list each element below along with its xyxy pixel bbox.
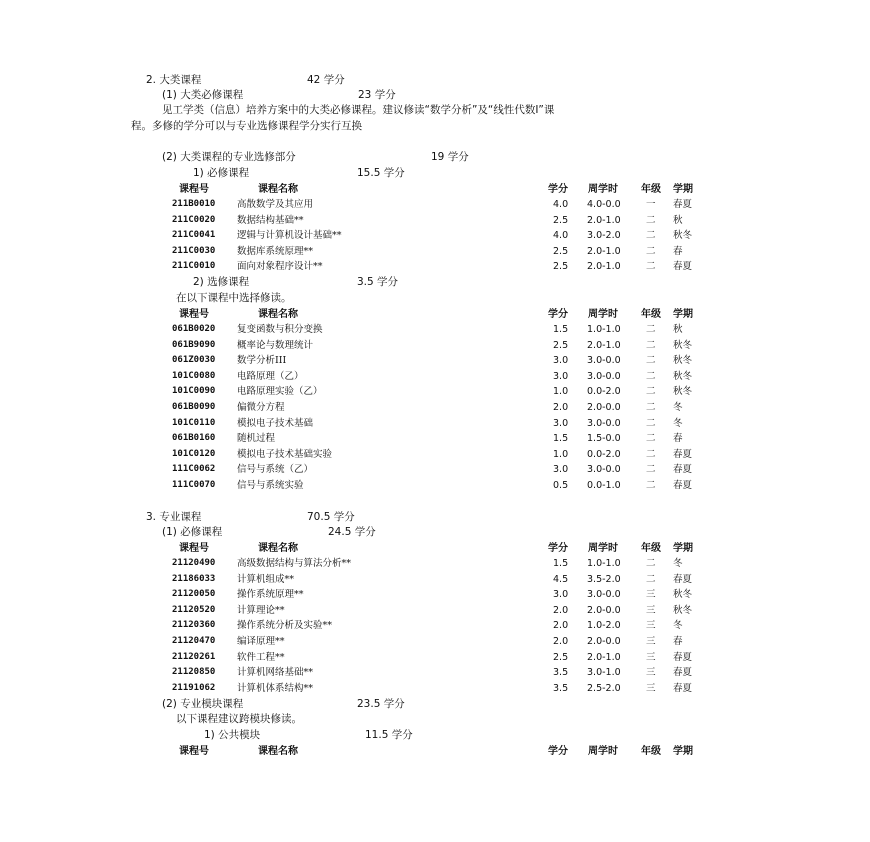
cell-credit: 4.5	[553, 573, 569, 585]
cell-code: 061B0090	[172, 402, 216, 412]
s3-required-credits: 24.5 学分	[328, 526, 376, 538]
cell-term: 春	[673, 245, 683, 257]
cell-code: 21186033	[172, 573, 216, 584]
col-credit: 学分	[548, 309, 568, 320]
cell-credit: 3.5	[553, 667, 569, 679]
cell-name: 偏微分方程	[237, 402, 285, 413]
cell-term: 冬	[673, 402, 683, 413]
cell-code: 101C0110	[172, 417, 216, 428]
cell-term: 秋冬	[673, 230, 693, 242]
cell-hours: 3.5-2.0	[587, 573, 621, 585]
cell-hours: 3.0-0.0	[587, 417, 621, 429]
cell-code: 061B9090	[172, 339, 216, 350]
cell-credit: 2.0	[553, 604, 569, 616]
cell-term: 春夏	[673, 261, 693, 273]
cell-hours: 1.0-1.0	[587, 558, 621, 569]
cell-grade: 二	[646, 402, 656, 413]
cell-credit: 1.5	[553, 433, 569, 445]
cell-credit: 2.0	[553, 620, 569, 632]
cell-term: 春夏	[673, 573, 693, 585]
cell-name: 面向对象程序设计**	[237, 261, 323, 273]
col-hours: 周学时	[588, 746, 618, 757]
cell-grade: 二	[646, 245, 656, 257]
cell-term: 秋冬	[673, 355, 693, 367]
cell-name: 模拟电子技术基础实验	[237, 448, 333, 460]
cell-name: 高散数学及其应用	[237, 199, 314, 210]
cell-hours: 3.0-1.0	[587, 667, 621, 679]
cell-credit: 2.5	[553, 651, 569, 663]
cell-grade: 二	[646, 355, 656, 367]
cell-hours: 2.0-0.0	[587, 636, 621, 647]
cell-code: 21191062	[172, 682, 216, 693]
cell-code: 061B0160	[172, 433, 216, 444]
cell-credit: 0.5	[553, 480, 569, 491]
cell-name: 概率论与数理统计	[237, 339, 314, 351]
cell-code: 21120360	[172, 620, 216, 631]
cell-hours: 4.0-0.0	[587, 199, 621, 210]
cell-grade: 三	[646, 636, 656, 647]
col-credit: 学分	[548, 543, 568, 554]
cell-credit: 2.5	[553, 214, 569, 226]
section-2-credits: 42 学分	[307, 74, 345, 86]
cell-grade: 二	[646, 448, 656, 460]
s3-required-title: (1) 必修课程	[162, 526, 223, 538]
cell-grade: 二	[646, 324, 656, 335]
cell-credit: 2.5	[553, 339, 569, 351]
cell-hours: 3.0-0.0	[587, 370, 621, 382]
cell-term: 冬	[673, 620, 683, 632]
cell-hours: 2.5-2.0	[587, 682, 621, 694]
cell-name: 数据结构基础**	[237, 214, 304, 226]
cell-grade: 三	[646, 589, 656, 601]
cell-term: 春夏	[673, 464, 693, 476]
cell-name: 计算机网络基础**	[237, 667, 314, 679]
cell-code: 111C0062	[172, 464, 216, 475]
cell-credit: 2.5	[553, 245, 569, 257]
col-term: 学期	[673, 543, 693, 554]
cell-grade: 三	[646, 620, 656, 632]
cell-term: 春夏	[673, 448, 693, 460]
cell-hours: 2.0-1.0	[587, 261, 621, 273]
cell-credit: 4.0	[553, 199, 569, 210]
cell-code: 21120470	[172, 636, 216, 646]
s2-req2-credits: 15.5 学分	[357, 167, 405, 179]
cell-name: 操作系统原理**	[237, 589, 304, 601]
cell-credit: 3.0	[553, 464, 569, 476]
s3-public-title: 1) 公共模块	[204, 729, 261, 741]
cell-term: 秋	[673, 214, 683, 226]
cell-term: 秋冬	[673, 370, 693, 382]
cell-grade: 二	[646, 214, 656, 226]
cell-name: 复变函数与积分变换	[237, 324, 323, 335]
cell-credit: 2.0	[553, 636, 569, 647]
cell-grade: 二	[646, 386, 656, 398]
col-grade: 年级	[641, 543, 661, 554]
cell-grade: 二	[646, 433, 656, 445]
s3-module-title: (2) 专业模块课程	[162, 698, 244, 710]
cell-name: 随机过程	[237, 433, 276, 445]
cell-hours: 3.0-0.0	[587, 589, 621, 601]
cell-hours: 0.0-2.0	[587, 448, 621, 460]
col-name: 课程名称	[258, 309, 298, 320]
cell-hours: 1.0-2.0	[587, 620, 621, 632]
cell-code: 211C0041	[172, 230, 216, 241]
cell-term: 春夏	[673, 199, 693, 210]
col-term: 学期	[673, 184, 693, 195]
s2-elective-title: (2) 大类课程的专业选修部分	[162, 151, 296, 163]
cell-term: 秋	[673, 324, 683, 335]
cell-term: 冬	[673, 558, 683, 569]
cell-name: 电路原理（乙）	[237, 370, 304, 382]
cell-hours: 2.0-1.0	[587, 214, 621, 226]
col-code: 课程号	[179, 184, 209, 195]
cell-grade: 三	[646, 604, 656, 616]
col-code: 课程号	[179, 746, 209, 757]
cell-term: 春夏	[673, 667, 693, 679]
cell-code: 21120850	[172, 667, 216, 678]
cell-name: 操作系统分析及实验**	[237, 620, 333, 632]
cell-term: 春	[673, 636, 683, 647]
cell-grade: 二	[646, 417, 656, 429]
cell-hours: 2.0-0.0	[587, 604, 621, 616]
cell-credit: 1.5	[553, 558, 569, 569]
cell-code: 211C0030	[172, 245, 216, 256]
cell-code: 061Z0030	[172, 355, 216, 366]
cell-name: 编译原理**	[237, 636, 285, 647]
cell-code: 101C0090	[172, 386, 216, 397]
cell-hours: 3.0-0.0	[587, 355, 621, 367]
cell-term: 冬	[673, 417, 683, 429]
cell-grade: 二	[646, 480, 656, 491]
cell-credit: 3.0	[553, 370, 569, 382]
cell-grade: 二	[646, 573, 656, 585]
cell-code: 111C0070	[172, 480, 216, 490]
col-term: 学期	[673, 746, 693, 757]
section-2-title: 2. 大类课程	[146, 74, 202, 86]
cell-code: 061B0020	[172, 324, 216, 334]
cell-credit: 3.5	[553, 682, 569, 694]
s2-req2-title: 1) 必修课程	[193, 167, 250, 179]
cell-term: 春夏	[673, 480, 693, 491]
cell-grade: 一	[646, 199, 656, 210]
s2-opt-note: 在以下课程中选择修读。	[176, 292, 292, 304]
cell-name: 计算理论**	[237, 604, 285, 616]
s3-public-credits: 11.5 学分	[365, 729, 413, 741]
cell-credit: 2.0	[553, 402, 569, 413]
cell-grade: 二	[646, 464, 656, 476]
cell-grade: 二	[646, 558, 656, 569]
s2-elective-credits: 19 学分	[431, 151, 469, 163]
cell-hours: 2.0-1.0	[587, 339, 621, 351]
cell-credit: 1.0	[553, 448, 569, 460]
col-grade: 年级	[641, 309, 661, 320]
cell-grade: 二	[646, 261, 656, 273]
cell-code: 211C0020	[172, 214, 216, 225]
col-grade: 年级	[641, 184, 661, 195]
cell-grade: 三	[646, 651, 656, 663]
s2-required-title: (1) 大类必修课程	[162, 89, 244, 101]
cell-credit: 1.0	[553, 386, 569, 398]
cell-grade: 二	[646, 339, 656, 351]
section-3-title: 3. 专业课程	[146, 511, 202, 523]
cell-code: 21120520	[172, 604, 216, 615]
cell-grade: 二	[646, 370, 656, 382]
cell-grade: 三	[646, 682, 656, 694]
cell-hours: 2.0-0.0	[587, 402, 621, 413]
cell-hours: 1.5-0.0	[587, 433, 621, 445]
section-3-credits: 70.5 学分	[307, 511, 355, 523]
cell-credit: 2.5	[553, 261, 569, 273]
col-name: 课程名称	[258, 184, 298, 195]
cell-name: 数据库系统原理**	[237, 245, 314, 257]
cell-name: 信号与系统（乙）	[237, 464, 314, 476]
col-hours: 周学时	[588, 184, 618, 195]
cell-name: 计算机组成**	[237, 573, 295, 585]
s2-paragraph-line2: 程。多修的学分可以与专业选修课程学分实行互换	[131, 120, 362, 132]
cell-credit: 1.5	[553, 324, 569, 335]
s3-module-credits: 23.5 学分	[357, 698, 405, 710]
cell-term: 秋冬	[673, 604, 693, 616]
s2-opt-credits: 3.5 学分	[357, 276, 399, 288]
col-code: 课程号	[179, 309, 209, 320]
cell-name: 软件工程**	[237, 651, 285, 663]
col-hours: 周学时	[588, 543, 618, 554]
cell-term: 秋冬	[673, 386, 693, 398]
cell-grade: 二	[646, 230, 656, 242]
cell-code: 21120050	[172, 589, 216, 600]
col-credit: 学分	[548, 746, 568, 757]
cell-credit: 4.0	[553, 230, 569, 242]
cell-credit: 3.0	[553, 417, 569, 429]
cell-term: 秋冬	[673, 339, 693, 351]
cell-hours: 0.0-1.0	[587, 480, 621, 491]
cell-code: 101C0080	[172, 370, 216, 381]
s2-opt-title: 2) 选修课程	[193, 276, 250, 288]
cell-hours: 0.0-2.0	[587, 386, 621, 398]
cell-code: 211C0010	[172, 261, 216, 272]
col-hours: 周学时	[588, 309, 618, 320]
col-grade: 年级	[641, 746, 661, 757]
cell-name: 高级数据结构与算法分析**	[237, 558, 352, 569]
cell-code: 21120261	[172, 651, 216, 662]
cell-hours: 3.0-2.0	[587, 230, 621, 242]
col-credit: 学分	[548, 184, 568, 195]
cell-term: 春夏	[673, 651, 693, 663]
cell-hours: 1.0-1.0	[587, 324, 621, 335]
col-name: 课程名称	[258, 543, 298, 554]
cell-hours: 3.0-0.0	[587, 464, 621, 476]
col-code: 课程号	[179, 543, 209, 554]
cell-term: 春夏	[673, 682, 693, 694]
cell-credit: 3.0	[553, 589, 569, 601]
cell-name: 电路原理实验（乙）	[237, 386, 323, 398]
cell-name: 信号与系统实验	[237, 480, 304, 491]
cell-name: 模拟电子技术基础	[237, 417, 314, 429]
cell-name: 逻辑与计算机设计基础**	[237, 230, 342, 242]
cell-code: 21120490	[172, 558, 216, 568]
cell-name: 计算机体系结构**	[237, 682, 314, 694]
col-name: 课程名称	[258, 746, 298, 757]
cell-hours: 2.0-1.0	[587, 651, 621, 663]
cell-grade: 三	[646, 667, 656, 679]
cell-code: 101C0120	[172, 448, 216, 459]
s2-required-credits: 23 学分	[358, 89, 396, 101]
col-term: 学期	[673, 309, 693, 320]
cell-term: 秋冬	[673, 589, 693, 601]
s2-paragraph-line1: 见工学类（信息）培养方案中的大类必修课程。建议修读“数学分析”及“线性代数Ⅰ”课	[162, 104, 555, 116]
cell-hours: 2.0-1.0	[587, 245, 621, 257]
cell-name: 数学分析III	[237, 355, 287, 367]
s3-module-note: 以下课程建议跨模块修读。	[176, 713, 302, 725]
cell-credit: 3.0	[553, 355, 569, 367]
cell-code: 211B0010	[172, 199, 216, 209]
cell-term: 春	[673, 433, 683, 445]
